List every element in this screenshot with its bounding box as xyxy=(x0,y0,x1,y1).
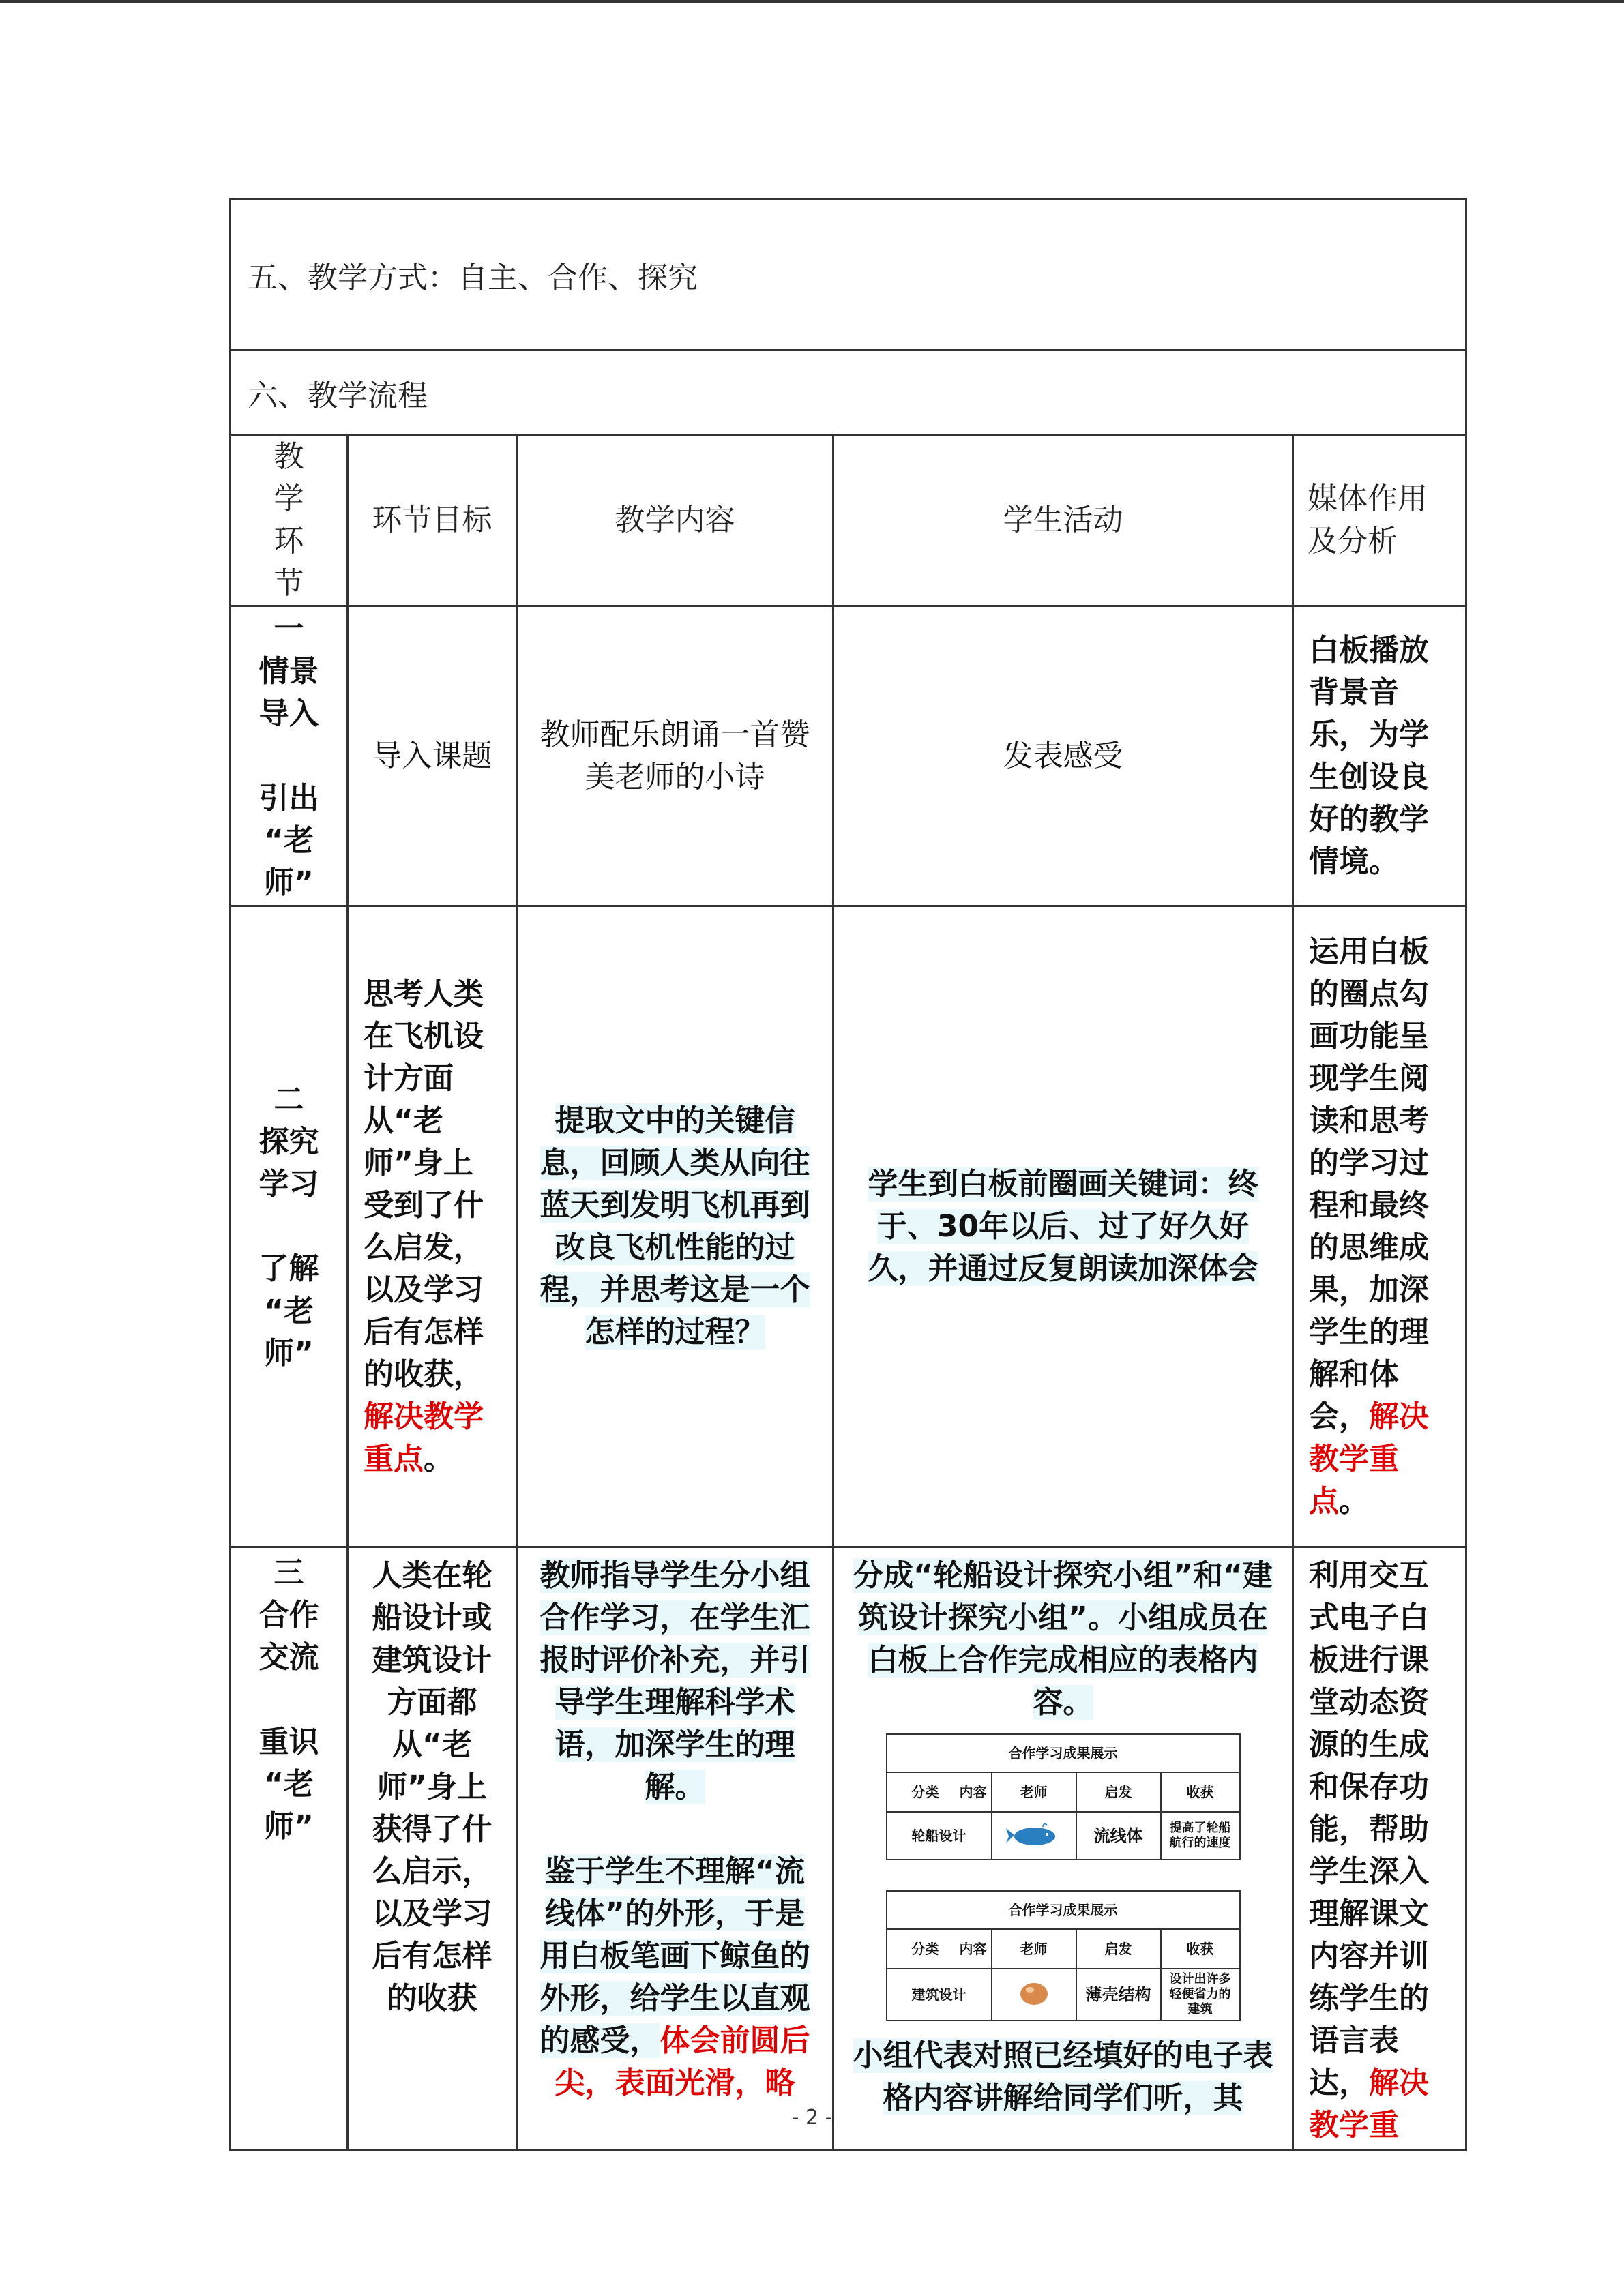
row2-content: 提取文中的关键信息，回顾人类从向往蓝天到发明飞机再到改良飞机性能的过程，并思考这是一个怎样的过程？ xyxy=(517,906,833,1547)
whale-icon xyxy=(1003,1820,1065,1847)
row2-stage: 二 探究 学习 了解 “老 师” xyxy=(231,906,348,1547)
row1-content: 教师配乐朗诵一首赞美老师的小诗 xyxy=(517,606,833,906)
table-row-3 xyxy=(231,1547,1466,2151)
result-table-building: 合作学习成果展示 分类 内容 老师 启发 收获 建筑设计 薄壳结构 设计出许多轻便省力的建筑 xyxy=(886,1890,1241,2021)
row3-goal: 人类在轮船设计或建筑设计方面都从“老师”身上获得了什么启示，以及学习后有怎样的收获 xyxy=(348,1547,517,2151)
egg-icon xyxy=(1003,1979,1065,2006)
row3-activity: 分成“轮船设计探究小组”和“建筑设计探究小组”。小组成员在白板上合作完成相应的表格内容。 合作学习成果展示 分类 内容 老师 启发 收获 轮船设计 流线体 提高了轮船航行的速度 合作学习成果展示 分类 内容 老师 启发 收获 建筑设计 薄壳结构 设计出许多轻便省力的建筑 小组代表对照已经填好的电子表格内容讲解给同学们听，其 xyxy=(833,1547,1293,2151)
row2-media: 运用白板的圈点勾画功能呈现学生阅读和思考的学习过程和最终的思维成果，加深学生的理解和体会，解决教学重点。 xyxy=(1293,906,1466,1547)
row1-goal: 导入课题 xyxy=(348,606,517,906)
table-row-1 xyxy=(231,606,1466,906)
page-number: - 2 - xyxy=(791,2106,833,2130)
row2-goal: 思考人类在飞机设计方面从“老师”身上受到了什么启发，以及学习后有怎样的收获，解决教学重点。 xyxy=(348,906,517,1547)
row3-content-emphasis: 体会前圆后尖，表面光滑，略 xyxy=(555,2023,810,2100)
section-5-heading: 五、教学方式：自主、合作、探究 xyxy=(231,199,1466,351)
section-6-row xyxy=(231,351,1466,435)
row1-stage: 一 情景 导入 引出 “老 师” xyxy=(231,606,348,906)
table-header-row xyxy=(231,435,1466,606)
row3-content: 教师指导学生分小组合作学习，在学生汇报时评价补充，并引导学生理解科学术语，加深学生的理解。 鉴于学生不理解“流线体”的外形，于是用白板笔画下鲸鱼的外形，给学生以直观的感受，体会前圆后尖，表面光滑，略 xyxy=(517,1547,833,2151)
row2-activity: 学生到白板前圈画关键词：终于、30年以后、过了好久好久，并通过反复朗读加深体会 xyxy=(833,906,1293,1547)
header-content: 教学内容 xyxy=(517,435,833,606)
section-6-heading: 六、教学流程 xyxy=(231,351,1466,435)
table-row-2 xyxy=(231,906,1466,1547)
row1-media: 白板播放背景音乐，为学生创设良好的教学情境。 xyxy=(1293,606,1466,906)
section-5-row xyxy=(231,199,1466,351)
row3-media: 利用交互式电子白板进行课堂动态资源的生成和保存功能，帮助学生深入理解课文内容并训练学生的语言表达，解决教学重 xyxy=(1293,1547,1466,2151)
header-media: 媒体作用及分析 xyxy=(1293,435,1466,606)
row2-goal-emphasis: 解决教学重点 xyxy=(364,1399,484,1476)
row2-media-emphasis: 解决教学重点 xyxy=(1309,1399,1429,1519)
header-stage: 教学环节 xyxy=(231,435,348,606)
result-table-ship: 合作学习成果展示 分类 内容 老师 启发 收获 轮船设计 流线体 提高了轮船航行的速度 xyxy=(886,1733,1241,1860)
lesson-plan-table xyxy=(229,198,1467,2151)
header-goal: 环节目标 xyxy=(348,435,517,606)
row3-media-emphasis: 解决教学重 xyxy=(1309,2066,1429,2143)
page-top-border xyxy=(0,0,1624,3)
row3-stage: 三 合作 交流 重识 “老 师” xyxy=(231,1547,348,2151)
row1-activity: 发表感受 xyxy=(833,606,1293,906)
header-activity: 学生活动 xyxy=(833,435,1293,606)
